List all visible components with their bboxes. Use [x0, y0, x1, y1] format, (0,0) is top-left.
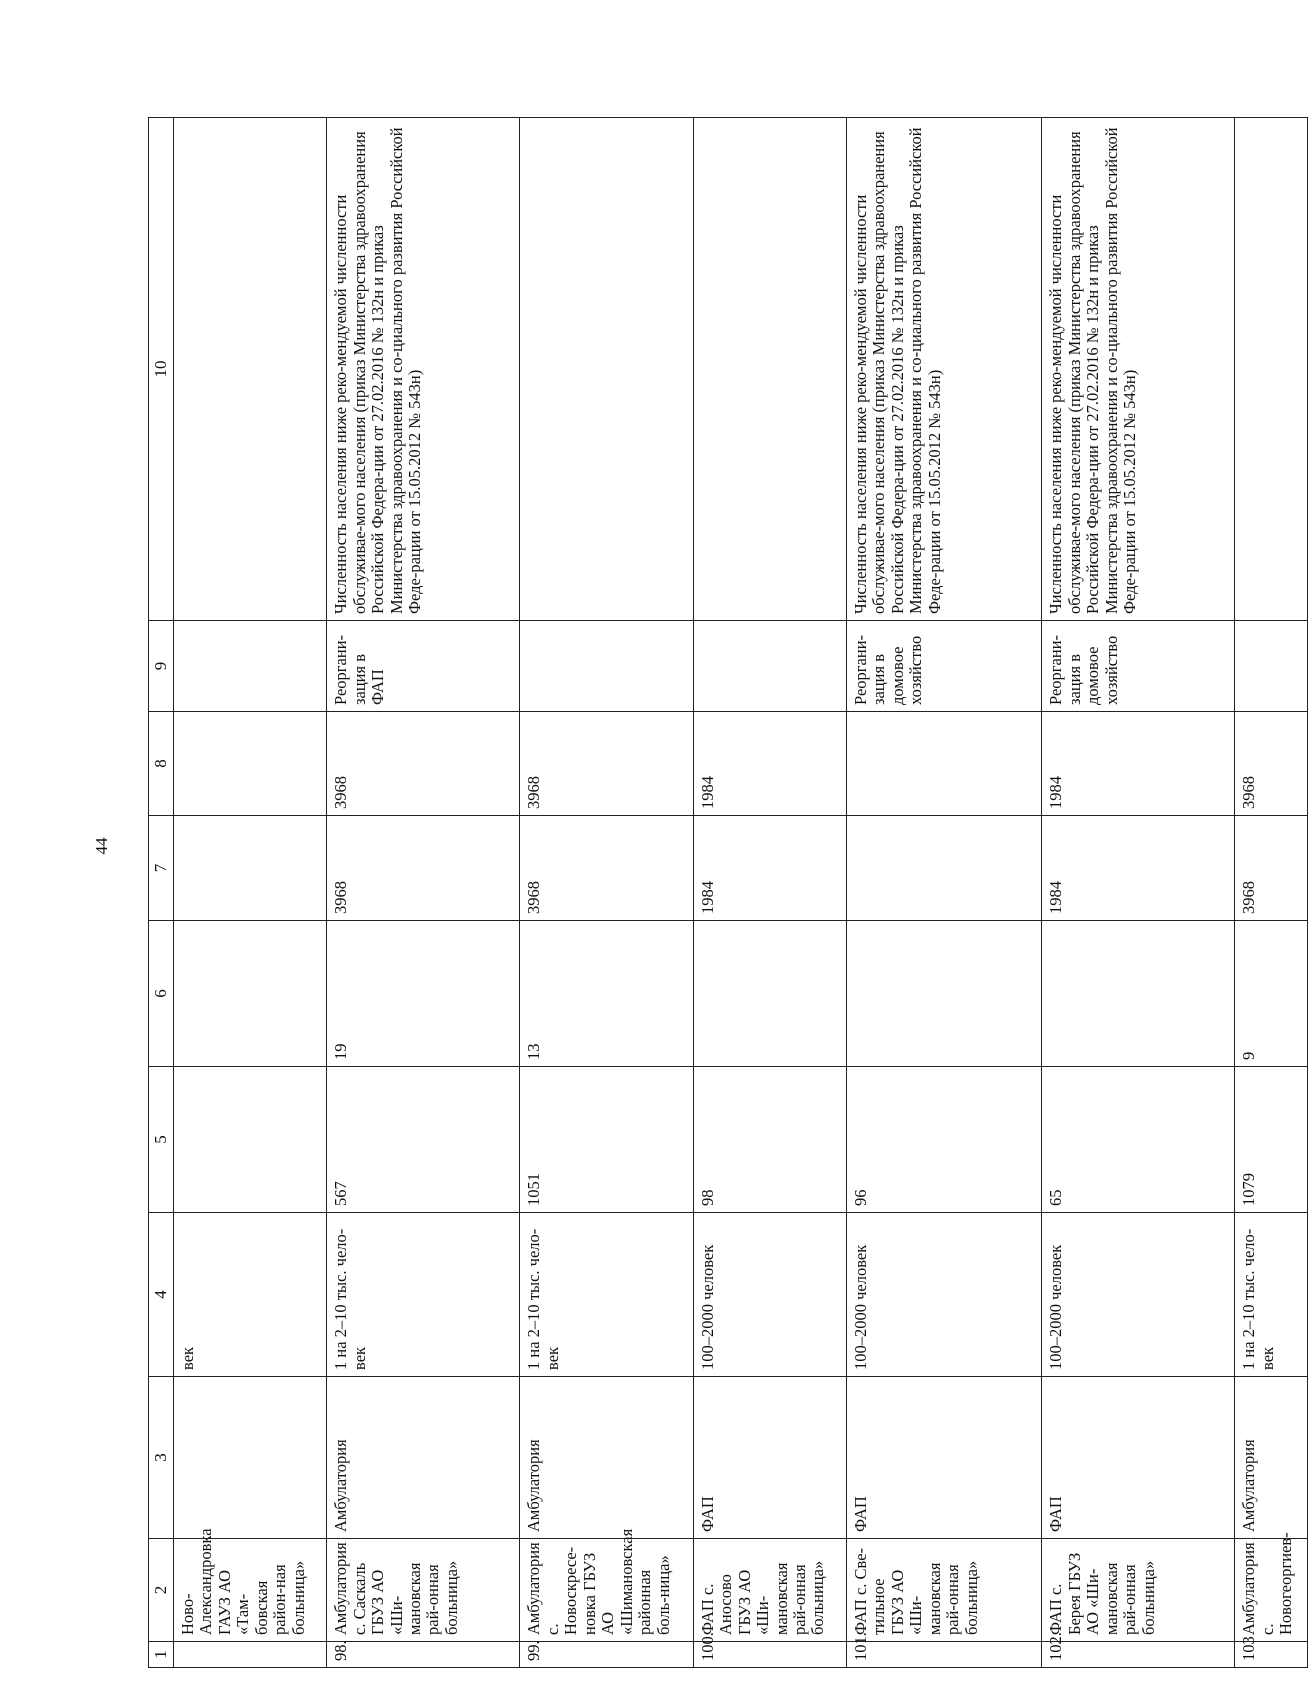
cell-justification	[174, 118, 327, 621]
cell-norm: 1 на 2–10 тыс. чело-век	[1235, 1213, 1308, 1377]
cell-col8	[174, 712, 327, 816]
cell-col8: 1984	[693, 712, 846, 816]
cell-action: Реоргани-зация в домовое хозяйство	[1042, 621, 1235, 712]
cell-col5	[174, 1067, 327, 1213]
cell-institution: Амбулатория с. Новоскресе-новка ГБУЗ АО «Шимановская районная боль-ница»	[520, 1539, 693, 1642]
cell-col7: 1984	[1042, 816, 1235, 921]
cell-norm: 1 на 2–10 тыс. чело-век	[520, 1213, 693, 1377]
cell-type: Амбулатория	[1235, 1377, 1308, 1539]
cell-type: Амбулатория	[327, 1377, 520, 1539]
cell-col5: 567	[327, 1067, 520, 1213]
col-header-3: 3	[149, 1377, 174, 1539]
cell-col8: 3968	[327, 712, 520, 816]
cell-col7: 3968	[1235, 816, 1308, 921]
cell-justification	[520, 118, 693, 621]
cell-justification	[693, 118, 846, 621]
cell-norm: 100–2000 человек	[846, 1213, 1041, 1377]
cell-justification	[1235, 118, 1308, 621]
cell-col7	[174, 816, 327, 921]
cell-col8	[846, 712, 1041, 816]
col-header-10: 10	[149, 118, 174, 621]
cell-col6	[174, 921, 327, 1067]
table-row	[693, 118, 846, 1668]
cell-norm: 100–2000 человек	[1042, 1213, 1235, 1377]
cell-norm: век	[174, 1213, 327, 1377]
col-header-1: 1	[149, 1642, 174, 1668]
cell-action	[174, 621, 327, 712]
cell-number: 103	[1235, 1642, 1308, 1668]
cell-col6	[1042, 921, 1235, 1067]
col-header-7: 7	[149, 816, 174, 921]
cell-institution: Амбулатория с. Саскаль ГБУЗ АО «Ши-мановская рай-онная больница»	[327, 1539, 520, 1642]
cell-action: Реоргани-зация в ФАП	[327, 621, 520, 712]
cell-institution: Ново-Александровка ГАУЗ АО «Там-бовская район-ная больница»	[174, 1539, 327, 1642]
cell-action: Реоргани-зация в домовое хозяйство	[846, 621, 1041, 712]
cell-col5: 1051	[520, 1067, 693, 1213]
cell-institution: ФАП с. Аносово ГБУЗ АО «Ши-мановская рай-онная больница»	[693, 1539, 846, 1642]
cell-col6: 9	[1235, 921, 1308, 1067]
table-row	[846, 118, 1041, 1668]
cell-type	[174, 1377, 327, 1539]
cell-justification: Численность населения ниже реко-мендуемой численности обслуживае-мого населения (приказ Министерства здравоохранения Российской Федера-ции от 27.02.2016 № 132н и приказ Министерства здравоохранения и со-циального развития Российской Феде-рации от 15.05.2012 № 543н)	[846, 118, 1041, 621]
cell-number: 99.	[520, 1642, 693, 1668]
header-row	[149, 118, 174, 1668]
cell-justification: Численность населения ниже реко-мендуемой численности обслуживае-мого населения (приказ Министерства здравоохранения Российской Федера-ции от 27.02.2016 № 132н и приказ Министерства здравоохранения и со-циального развития Российской Феде-рации от 15.05.2012 № 543н)	[1042, 118, 1235, 621]
cell-institution: ФАП с. Берея ГБУЗ АО «Ши-мановская рай-онная больница»	[1042, 1539, 1235, 1642]
cell-col5: 98	[693, 1067, 846, 1213]
cell-col8: 3968	[520, 712, 693, 816]
table-row	[174, 118, 327, 1668]
cell-col6	[846, 921, 1041, 1067]
cell-number	[174, 1642, 327, 1668]
cell-col6	[693, 921, 846, 1067]
table-row	[327, 118, 520, 1668]
cell-col7: 1984	[693, 816, 846, 921]
cell-col5: 96	[846, 1067, 1041, 1213]
col-header-8: 8	[149, 712, 174, 816]
cell-type: ФАП	[846, 1377, 1041, 1539]
cell-justification: Численность населения ниже реко-мендуемой численности обслуживае-мого населения (приказ Министерства здравоохранения Российской Федера-ции от 27.02.2016 № 132н и приказ Министерства здравоохранения и со-циального развития Российской Феде-рации от 15.05.2012 № 543н)	[327, 118, 520, 621]
col-header-2: 2	[149, 1539, 174, 1642]
cell-col6: 19	[327, 921, 520, 1067]
cell-norm: 1 на 2–10 тыс. чело-век	[327, 1213, 520, 1377]
rotated-table-container	[148, 118, 1308, 1668]
cell-col7	[846, 816, 1041, 921]
cell-col6: 13	[520, 921, 693, 1067]
cell-action	[1235, 621, 1308, 712]
cell-col7: 3968	[520, 816, 693, 921]
col-header-5: 5	[149, 1067, 174, 1213]
table-row	[1042, 118, 1235, 1668]
cell-action	[520, 621, 693, 712]
cell-col8: 3968	[1235, 712, 1308, 816]
cell-institution: Амбулатория с. Новогеоргиев-	[1235, 1539, 1308, 1642]
cell-action	[693, 621, 846, 712]
data-table	[148, 117, 1308, 1668]
table-row	[1235, 118, 1308, 1668]
cell-col8: 1984	[1042, 712, 1235, 816]
cell-number: 102.	[1042, 1642, 1235, 1668]
cell-col5: 65	[1042, 1067, 1235, 1213]
cell-col5: 1079	[1235, 1067, 1308, 1213]
col-header-4: 4	[149, 1213, 174, 1377]
cell-type: ФАП	[1042, 1377, 1235, 1539]
cell-type: Амбулатория	[520, 1377, 693, 1539]
col-header-9: 9	[149, 621, 174, 712]
cell-number: 98.	[327, 1642, 520, 1668]
cell-institution: ФАП с. Све-тильное ГБУЗ АО «Ши-мановская рай-онная больница»	[846, 1539, 1041, 1642]
page-number: 44	[92, 837, 111, 855]
cell-norm: 100–2000 человек	[693, 1213, 846, 1377]
cell-number: 100.	[693, 1642, 846, 1668]
cell-col7: 3968	[327, 816, 520, 921]
cell-number: 101.	[846, 1642, 1041, 1668]
col-header-6: 6	[149, 921, 174, 1067]
cell-type: ФАП	[693, 1377, 846, 1539]
table-row	[520, 118, 693, 1668]
